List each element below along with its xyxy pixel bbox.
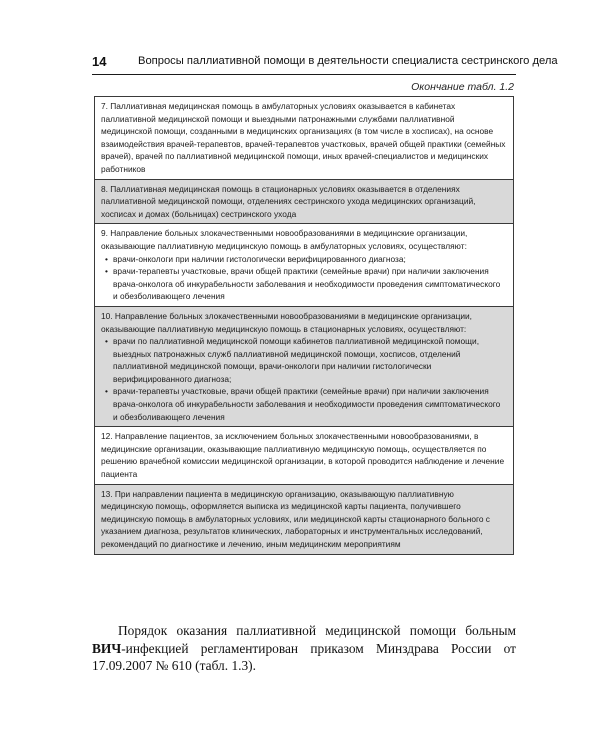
row-text: 12. Направление пациентов, за исключением больных злокачественными новообразованиями, в медицинские организации, оказывающие паллиативную медицинскую помощь, осуществляется по решению врачебной комиссии медицинской организации, в которой проводится наблюдение и лечение пациента	[101, 431, 505, 480]
page-header	[92, 52, 558, 75]
body-text-bold: ВИЧ	[92, 640, 122, 656]
row-text: 13. При направлении пациента в медицинскую организацию, оказывающую паллиативную медицинскую помощь, оформляется выписка из медицинской карты пациента, получившего медицинскую помощь в амбулаторных условиях, или медицинской карты стационарного больного с указанием диагноза, результатов клинических, лабораторных и инструментальных исследований, рекомендаций по диагностике и лечению, иным медицинским мероприятиям	[101, 488, 490, 549]
page-number: 14	[92, 54, 107, 69]
list-item: • врачи по паллиативной медицинской помощи кабинетов паллиативной медицинской помощи, выездных патронажных служб паллиативной медицинской помощи, хосписов, отделений паллиативной медицинской помощи, врачи-онкологи при наличии гистологически верифицированного диагноза;	[113, 335, 507, 385]
list-item: • врачи-терапевты участковые, врачи общей практики (семейные врачи) при наличии заключения врача-онколога об инкурабельности заболевания и необходимости проведения симптоматического и обезболивающего лечения	[113, 265, 507, 303]
body-text-part2: -инфекцией регламентирован приказом Минздрава России от 17.09.2007 № 610 (табл. 1.3).	[92, 640, 516, 674]
body-paragraph	[92, 622, 516, 675]
bullet-list	[101, 335, 507, 423]
row-text: 9. Направление больных злокачественными новообразованиями в медицинские организации, оказывающие паллиативную медицинскую помощь в амбулаторных условиях, осуществляют:	[101, 228, 468, 251]
row-text: 7. Паллиативная медицинская помощь в амбулаторных условиях оказывается в кабинетах паллиативной медицинской помощи и выездными патронажными службами паллиативной медицинской помощи, созданными в медицинских организациях (в том числе в хосписах), на основе взаимодействия врачей-терапевтов, врачей-терапевтов участковых, врачей общей практики (семейных врачей), врачей по паллиативной медицинской помощи, иных врачей-специалистов и медицинских работников	[101, 101, 506, 174]
table-row	[94, 223, 514, 307]
body-text-part1: Порядок оказания паллиативной медицинской помощи больным	[118, 623, 516, 639]
table-row	[94, 96, 514, 180]
table-row	[94, 426, 514, 484]
row-text: 10. Направление больных злокачественными новообразованиями в медицинские организации, оказывающие паллиативную медицинскую помощь в стационарных условиях, осуществляют:	[101, 310, 473, 334]
list-item: • врачи-терапевты участковые, врачи общей практики (семейные врачи) при наличии заключения врача-онколога об инкурабельности заболевания и необходимости проведения симптоматического и обезболивающего лечения	[113, 385, 507, 423]
running-title: Вопросы паллиативной помощи в деятельности специалиста сестринского дела	[138, 55, 558, 67]
table-caption: Окончание табл. 1.2	[411, 81, 514, 93]
table-row	[94, 179, 514, 225]
regulation-table	[94, 97, 514, 555]
table-row	[94, 306, 514, 427]
row-text: 8. Паллиативная медицинская помощь в стационарных условиях оказывается в отделениях паллиативной медицинской помощи, отделениях сестринского ухода медицинских организаций, хосписах и домах (больницах) сестринского ухода	[101, 183, 476, 219]
list-item: • врачи-онкологи при наличии гистологически верифицированного диагноза;	[113, 253, 507, 266]
bullet-list	[101, 253, 507, 303]
table-row	[94, 484, 514, 555]
